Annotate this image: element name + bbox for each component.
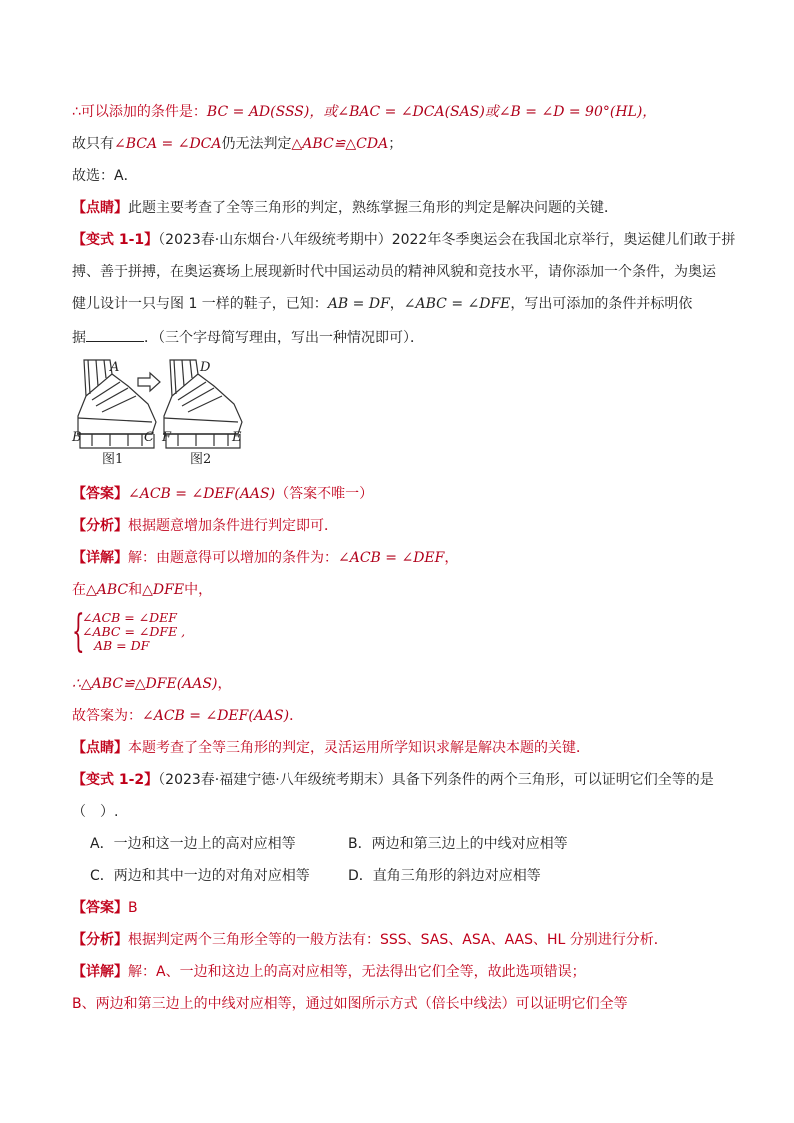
answer-line: 【答案】∠ACB = ∠DEF(AAS)（答案不唯一） [72, 486, 374, 502]
comment-tag: 【点睛】 [72, 200, 128, 216]
variant-1-1-line2: 搏、善于拼搏，在奥运赛场上展现新时代中国运动员的精神风貌和竞技水平，请你添加一个条件，为奥运 [72, 264, 716, 280]
variant-1-1-line3: 健儿设计一只与图 1 一样的鞋子，已知：AB = DF，∠ABC = ∠DFE，写出可添加的条件并标明依 [72, 296, 693, 312]
label-f: F [162, 430, 172, 445]
variant-1-2-heading: 【变式 1-2】（2023春·福建宁德·八年级统考期末）具备下列条件的两个三角形，可以证明它们全等的是 [72, 772, 714, 788]
variant-1-1-heading: 【变式 1-1】（2023春·山东烟台·八年级统考期中）2022年冬季奥运会在我国北京举行，奥运健儿们敢于拼 [72, 232, 736, 248]
detail-line-2: 【详解】解：A、一边和这边上的高对应相等，无法得出它们全等，故此选项错误； [72, 964, 586, 980]
option-b: B．两边和第三边上的中线对应相等 [348, 836, 568, 852]
figure-2-caption: 图2 [190, 452, 212, 467]
figure-1-caption: 图1 [102, 452, 124, 467]
variant-1-2-paren: （ ）. [72, 804, 119, 820]
comment-line: 【点睛】此题主要考查了全等三角形的判定，熟练掌握三角形的判定是解决问题的关键． [72, 200, 618, 216]
analysis-line-2: 【分析】根据判定两个三角形全等的一般方法有：SSS、SAS、ASA、AAS、HL 分别进行分析． [72, 932, 668, 948]
label-a: A [110, 360, 120, 375]
label-e: E [232, 430, 242, 445]
congruence-line: ∴△ABC≌△DFE(AAS)， [72, 676, 232, 692]
analysis-line: 【分析】根据题意增加条件进行判定即可． [72, 518, 338, 534]
label-d: D [200, 360, 211, 375]
option-d: D．直角三角形的斜边对应相等 [348, 868, 541, 884]
equation-system: { ∠ACB = ∠DEF ∠ABC = ∠DFE , AB = DF [72, 606, 186, 657]
solution-line-conditions: ∴可以添加的条件是：BC = AD(SSS)，或∠BAC = ∠DCA(SAS)或∠B = ∠D = 90°(HL)， [72, 104, 657, 120]
brace-icon: { [72, 606, 85, 657]
skate-drawing [72, 356, 252, 468]
skate-figure [72, 356, 252, 468]
variant-1-1-line4: 据 ．（三个字母简写理由，写出一种情况即可）． [72, 327, 424, 347]
detail-line-3: B、两边和第三边上的中线对应相等，通过如图所示方式（倍长中线法）可以证明它们全等 [72, 996, 628, 1012]
choice-line: 故选：A． [72, 168, 138, 184]
option-c: C．两边和其中一边的对角对应相等 [90, 868, 310, 884]
in-triangles-line: 在△ABC和△DFE中， [72, 582, 213, 598]
comment-line-2: 【点睛】本题考查了全等三角形的判定，灵活运用所学知识求解是解决本题的关键． [72, 740, 590, 756]
answer-line-2: 【答案】B [72, 900, 138, 916]
solution-line-only: 故只有∠BCA = ∠DCA仍无法判定△ABC≌△CDA； [72, 136, 403, 152]
answer-blank [86, 327, 144, 342]
option-a: A．一边和这一边上的高对应相等 [90, 836, 296, 852]
final-answer-line: 故答案为：∠ACB = ∠DEF(AAS)． [72, 708, 304, 724]
detail-line: 【详解】解：由题意得可以增加的条件为：∠ACB = ∠DEF， [72, 550, 459, 566]
label-c: C [144, 430, 154, 445]
label-b: B [72, 430, 82, 445]
